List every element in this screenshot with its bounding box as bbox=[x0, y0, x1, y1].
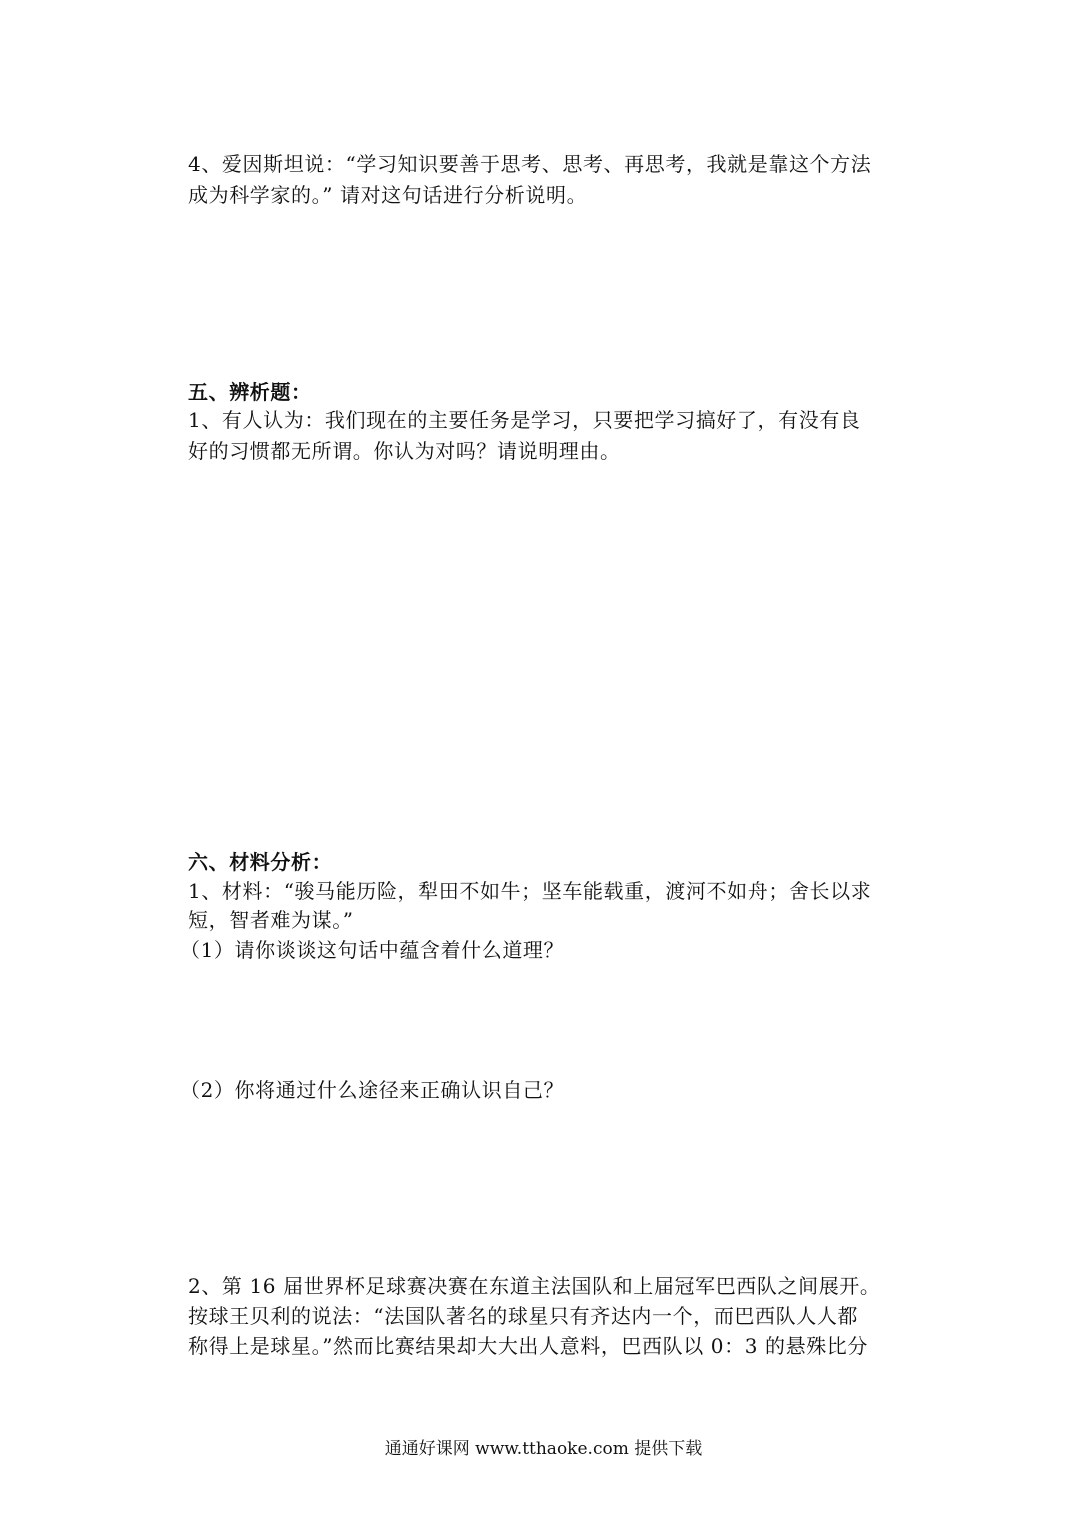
question-4-line-1: 4、爱因斯坦说：“学习知识要善于思考、思考、再思考，我就是靠这个方法 bbox=[188, 152, 872, 176]
section-6-question-1-sub-2: （2）你将通过什么途径来正确认识自己？ bbox=[180, 1078, 565, 1102]
page-footer: 通通好课网 www.tthaoke.com 提供下载 bbox=[384, 1439, 703, 1459]
section-6-question-1-line-2: 短，智者难为谋。” bbox=[188, 908, 354, 932]
section-6-heading: 六、材料分析： bbox=[188, 850, 333, 874]
section-6-question-2-line-2: 按球王贝利的说法：“法国队著名的球星只有齐达内一个，而巴西队人人都 bbox=[188, 1304, 859, 1328]
section-5-question-1-line-1: 1、有人认为：我们现在的主要任务是学习，只要把学习搞好了，有没有良 bbox=[188, 408, 861, 432]
section-5-question-1-line-2: 好的习惯都无所谓。你认为对吗？请说明理由。 bbox=[188, 439, 621, 463]
question-4-line-2: 成为科学家的。” 请对这句话进行分析说明。 bbox=[188, 183, 588, 207]
section-5-heading: 五、辨析题： bbox=[188, 380, 312, 404]
section-6-question-2-line-1: 2、第 16 届世界杯足球赛决赛在东道主法国队和上届冠军巴西队之间展开。 bbox=[188, 1274, 881, 1298]
section-6-question-2-line-3: 称得上是球星。”然而比赛结果却大大出人意料，巴西队以 0：3 的悬殊比分 bbox=[188, 1334, 868, 1358]
section-6-question-1-sub-1: （1）请你谈谈这句话中蕴含着什么道理？ bbox=[180, 938, 565, 962]
section-6-question-1-line-1: 1、材料：“骏马能历险，犁田不如牛；坚车能载重，渡河不如舟；舍长以求 bbox=[188, 879, 872, 903]
